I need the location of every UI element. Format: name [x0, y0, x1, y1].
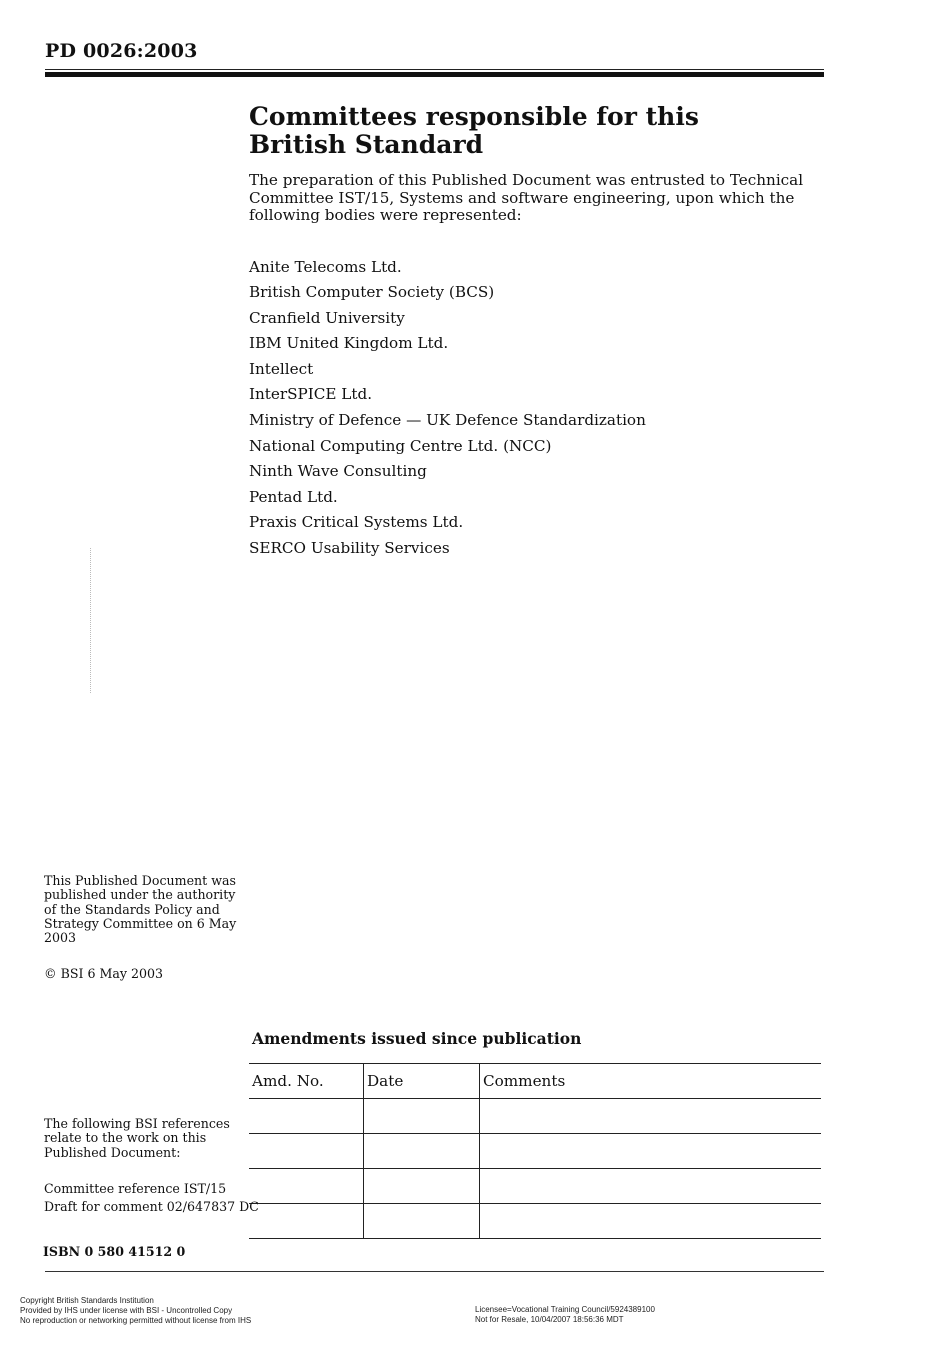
copyright-notice: © BSI 6 May 2003	[44, 966, 164, 981]
list-item: SERCO Usability Services	[249, 539, 450, 558]
table-row	[249, 1204, 821, 1239]
footer-left-line-2: Provided by IHS under license with BSI - Uncontrolled Copy	[20, 1306, 233, 1315]
list-item: IBM United Kingdom Ltd.	[249, 334, 449, 353]
column-header-date: Date	[364, 1064, 480, 1099]
isbn: ISBN 0 580 41512 0	[43, 1244, 186, 1259]
title-line-1: Committees responsible for this	[249, 102, 699, 131]
committee-reference: Committee reference IST/15	[44, 1181, 227, 1196]
column-header-amd-no: Amd. No.	[249, 1064, 364, 1099]
list-item: Anite Telecoms Ltd.	[249, 257, 402, 276]
draft-reference: Draft for comment 02/647837 DC	[44, 1199, 259, 1214]
table-row	[249, 1134, 821, 1169]
list-item: British Computer Society (BCS)	[249, 283, 495, 302]
table-row	[249, 1169, 821, 1204]
footer-left-line-1: Copyright British Standards Institution	[20, 1296, 154, 1305]
footer-copyright-block	[20, 1296, 251, 1326]
intro-paragraph: The preparation of this Published Document was entrusted to Technical Committee IST/15, Systems and software engineering, upon which the following bodies were represented:	[249, 171, 804, 224]
list-item: Praxis Critical Systems Ltd.	[249, 513, 464, 532]
list-item: National Computing Centre Ltd. (NCC)	[249, 436, 552, 455]
footer-left-line-3: No reproduction or networking permitted without license from IHS	[20, 1316, 252, 1325]
list-item: Intellect	[249, 359, 314, 378]
footer-right-line-1: Licensee=Vocational Training Council/5924389100	[475, 1305, 655, 1314]
header-rule-thin	[45, 69, 824, 70]
scan-artifact-mark	[90, 548, 94, 693]
committees-section	[249, 103, 809, 562]
list-item: Ninth Wave Consulting	[249, 462, 427, 481]
table-header-row	[249, 1064, 821, 1099]
amendments-title: Amendments issued since publication	[252, 1029, 582, 1048]
amendments-table	[249, 1063, 821, 1239]
list-item: Cranfield University	[249, 308, 405, 327]
references-intro: The following BSI references relate to the work on this Published Document:	[44, 1116, 230, 1160]
document-id: PD 0026:2003	[45, 40, 198, 62]
section-title	[249, 103, 809, 159]
list-item: InterSPICE Ltd.	[249, 385, 373, 404]
title-line-2: British Standard	[249, 130, 484, 159]
column-header-comments: Comments	[483, 1072, 566, 1090]
represented-bodies-list	[249, 255, 809, 562]
table-row	[249, 1099, 821, 1134]
publication-note: This Published Document was published under the authority of the Standards Policy and Strategy Committee on 6 May 2003	[44, 873, 237, 946]
footer-right-line-2: Not for Resale, 10/04/2007 18:56:36 MDT	[475, 1315, 624, 1324]
header-rule-thick	[45, 72, 824, 77]
footer-license-block	[475, 1305, 655, 1325]
footer-rule	[45, 1271, 824, 1272]
list-item: Ministry of Defence — UK Defence Standardization	[249, 411, 646, 430]
list-item: Pentad Ltd.	[249, 487, 338, 506]
